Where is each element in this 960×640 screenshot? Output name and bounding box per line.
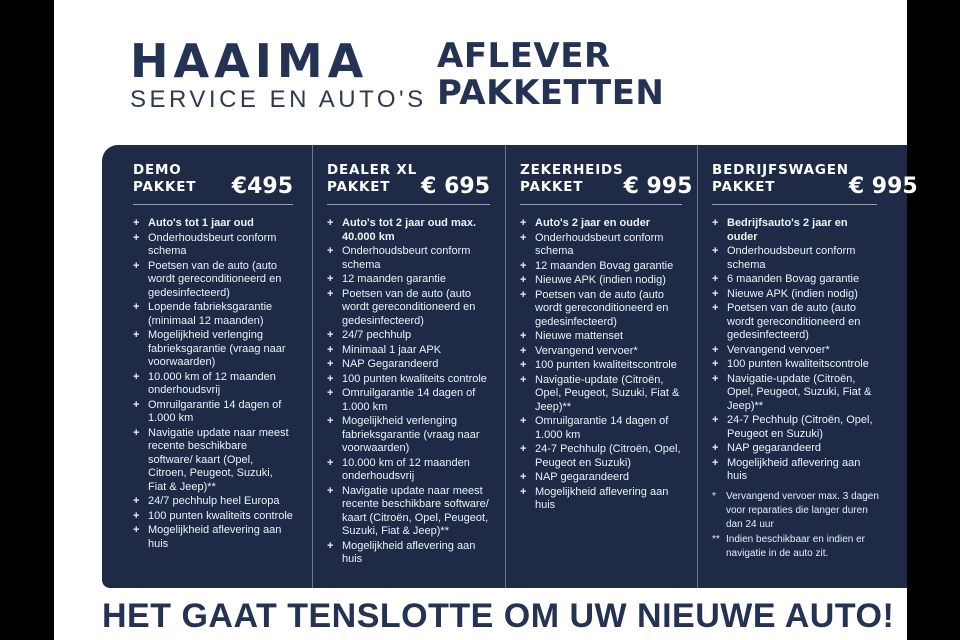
package-item: [520, 345, 682, 359]
package-item: [133, 371, 293, 398]
package-price: € 695: [421, 174, 490, 199]
package-item-text: Onderhoudsbeurt conform schema: [535, 231, 664, 257]
package-item-text: Navigatie-update (Citroën, Opel, Peugeot, Suzuki, Fiat & Jeep)**: [727, 372, 872, 412]
package-item-text: Nieuwe APK (indien nodig): [727, 287, 858, 300]
package-price: €495: [231, 174, 293, 199]
package-item-text: Nieuwe mattenset: [535, 330, 624, 342]
package-item: [327, 373, 490, 387]
plus-bullet: +: [712, 245, 719, 257]
package-item: [327, 387, 490, 414]
header-rule: [712, 204, 877, 205]
footnote-text: Indien beschikbaar en indien er navigatie in de auto zit.: [726, 534, 865, 559]
package-item: [520, 486, 682, 513]
package-item-list: [712, 217, 877, 484]
package-price: € 995: [623, 174, 693, 199]
logo-tagline: SERVICE EN AUTO'S: [130, 86, 427, 113]
package-item-text: Onderhoudsbeurt conform schema: [148, 231, 277, 257]
package-item: [520, 330, 682, 344]
plus-bullet: +: [327, 387, 334, 399]
package-item: [712, 273, 877, 287]
package-item-text: 10.000 km of 12 maanden onderhoudsvrij: [148, 370, 276, 396]
package-item: [133, 427, 293, 495]
package-item: [327, 288, 490, 329]
package-header: [133, 162, 293, 199]
package-item: [327, 540, 490, 567]
package-item: [520, 217, 682, 231]
plus-bullet: +: [520, 274, 527, 286]
plus-bullet: +: [327, 217, 334, 229]
package-item: [327, 457, 490, 484]
page-title-line1: AFLEVER: [437, 36, 611, 76]
package-item: [327, 358, 490, 372]
package-item-text: Mogelijkheid aflevering aan huis: [148, 524, 282, 550]
plus-bullet: +: [133, 398, 140, 411]
package-item-text: Lopende fabrieksgarantie (minimaal 12 maanden): [148, 301, 273, 327]
package-header: [327, 162, 490, 199]
plus-bullet: +: [327, 273, 334, 285]
package-item-list: [327, 217, 490, 567]
package-name: [712, 162, 849, 196]
footnote: [712, 490, 881, 532]
package-item-text: Onderhoudsbeurt conform schema: [727, 245, 856, 271]
plus-bullet: +: [520, 415, 527, 427]
bottom-tagline: HET GAAT TENSLOTTE OM UW NIEUWE AUTO!: [102, 597, 895, 635]
package-name-line2: PAKKET: [327, 179, 391, 195]
package-item: [327, 329, 490, 343]
package-item: [712, 245, 877, 272]
package-price: € 995: [848, 174, 918, 199]
package-item: [520, 443, 682, 470]
package-item-text: Bedrijfsauto's 2 jaar en ouder: [727, 217, 848, 243]
plus-bullet: +: [712, 358, 719, 370]
plus-bullet: +: [133, 301, 140, 313]
package-item: [133, 329, 293, 370]
package-column-4: [697, 145, 918, 588]
header-rule: [133, 204, 293, 205]
package-item: [520, 415, 682, 442]
plus-bullet: +: [133, 259, 140, 272]
plus-bullet: +: [133, 231, 140, 244]
package-item-text: Vervangend vervoer*: [535, 344, 638, 357]
plus-bullet: +: [327, 287, 334, 300]
package-item-text: Mogelijkheid aflevering aan huis: [535, 485, 669, 511]
package-item: [712, 358, 877, 372]
package-item: [327, 217, 490, 244]
plus-bullet: +: [712, 287, 719, 300]
plus-bullet: +: [327, 372, 334, 385]
package-item: [133, 495, 293, 509]
plus-bullet: +: [133, 329, 140, 341]
package-item-text: 100 punten kwaliteitscontrole: [535, 359, 677, 371]
package-item-text: Minimaal 1 jaar APK: [342, 343, 442, 356]
plus-bullet: +: [327, 329, 334, 341]
plus-bullet: +: [520, 344, 527, 357]
package-item-text: Omruilgarantie 14 dagen of 1.000 km: [148, 398, 282, 424]
plus-bullet: +: [712, 302, 719, 314]
package-item-text: NAP gegarandeerd: [727, 442, 821, 454]
package-item: [712, 414, 877, 441]
page-title-line2: PAKKETTEN: [437, 73, 665, 113]
plus-bullet: +: [520, 471, 527, 483]
package-item-text: Poetsen van de auto (auto wordt gereconditioneerd en gedesinfecteerd): [535, 288, 669, 328]
package-item: [327, 485, 490, 539]
plus-bullet: +: [133, 524, 140, 536]
package-item-list: [520, 217, 682, 513]
package-column-3: [505, 145, 697, 588]
package-name: [327, 162, 417, 196]
plus-bullet: +: [133, 217, 140, 229]
package-item-text: NAP Gegarandeerd: [342, 358, 439, 370]
package-name-line1: DEALER XL: [327, 162, 418, 178]
package-item-text: Mogelijkheid verlenging fabrieksgarantie (vraag naar voorwaarden): [342, 415, 480, 454]
package-item: [520, 232, 682, 259]
package-name: [520, 162, 624, 196]
package-item: [520, 274, 682, 288]
package-item: [133, 217, 293, 231]
package-item-text: 12 maanden garantie: [342, 273, 446, 285]
plus-bullet: +: [520, 485, 527, 498]
footnote: [712, 533, 881, 561]
plus-bullet: +: [327, 484, 334, 497]
package-item: [712, 442, 877, 456]
plus-bullet: +: [327, 539, 334, 552]
package-item-text: Auto's 2 jaar en ouder: [535, 217, 651, 229]
plus-bullet: +: [520, 359, 527, 371]
footnote-marker: **: [712, 534, 720, 545]
package-item-text: 100 punten kwaliteits controle: [148, 509, 293, 522]
package-item-text: Omruilgarantie 14 dagen of 1.000 km: [535, 415, 669, 441]
logo-name: HAAIMA: [130, 34, 369, 88]
package-item: [520, 260, 682, 274]
plus-bullet: +: [327, 245, 334, 257]
package-name-line1: DEMO: [133, 162, 182, 178]
package-item: [327, 245, 490, 272]
package-item-text: Navigatie update naar meest recente beschikbare software/ kaart (Opel, Citroen, Peugeot, Suzuki, Fiat & Jeep)**: [148, 426, 289, 493]
plus-bullet: +: [520, 373, 527, 386]
plus-bullet: +: [327, 456, 334, 469]
plus-bullet: +: [712, 442, 719, 454]
package-item: [712, 344, 877, 358]
package-item: [133, 524, 293, 551]
plus-bullet: +: [712, 372, 719, 385]
plus-bullet: +: [712, 414, 719, 426]
package-item-text: Nieuwe APK (indien nodig): [535, 274, 666, 286]
package-name-line2: PAKKET: [520, 179, 584, 195]
package-item-text: Mogelijkheid aflevering aan huis: [342, 539, 476, 565]
flyer-canvas: [54, 0, 918, 640]
plus-bullet: +: [520, 259, 527, 272]
package-item: [712, 457, 877, 484]
package-name-line1: BEDRIJFSWAGEN: [712, 162, 849, 178]
package-name-line2: PAKKET: [133, 179, 197, 195]
package-item-text: 24-7 Pechhulp (Citroën, Opel, Peugeot en Suzuki): [535, 443, 681, 469]
plus-bullet: +: [520, 217, 527, 229]
package-item-text: NAP gegarandeerd: [535, 471, 629, 483]
package-item-text: 6 maanden Bovag garantie: [727, 273, 860, 285]
plus-bullet: +: [327, 358, 334, 370]
plus-bullet: +: [712, 217, 719, 229]
package-item-text: Poetsen van de auto (auto wordt gereconditioneerd en gedesinfecteerd): [342, 287, 476, 327]
package-item-list: [133, 217, 293, 551]
package-item-text: Mogelijkheid verlenging fabrieksgarantie (vraag naar voorwaarden): [148, 329, 286, 368]
package-item-text: Navigatie-update (Citroën, Opel, Peugeot, Suzuki, Fiat & Jeep)**: [535, 373, 680, 413]
package-item: [327, 273, 490, 287]
package-item-text: Auto's tot 2 jaar oud max. 40.000 km: [342, 217, 477, 243]
package-header: [712, 162, 918, 199]
package-item-text: 100 punten kwaliteits controle: [342, 372, 487, 385]
package-item: [712, 373, 877, 414]
package-item: [133, 510, 293, 524]
haaima-logo: [130, 34, 427, 113]
footnotes: [712, 490, 881, 562]
package-name-line1: ZEKERHEIDS: [520, 162, 624, 178]
header-rule: [520, 204, 682, 205]
package-item-text: Poetsen van de auto (auto wordt gereconditioneerd en gedesinfecteerd): [727, 302, 861, 341]
package-name-line2: PAKKET: [712, 179, 776, 195]
package-item: [133, 260, 293, 301]
plus-bullet: +: [133, 495, 140, 507]
package-item: [520, 374, 682, 415]
package-item-text: Auto's tot 1 jaar oud: [148, 217, 254, 229]
plus-bullet: +: [520, 443, 527, 455]
package-item: [327, 415, 490, 456]
package-item-text: 100 punten kwaliteitscontrole: [727, 358, 869, 370]
package-item: [520, 471, 682, 485]
package-item-text: Omruilgarantie 14 dagen of 1.000 km: [342, 387, 476, 413]
package-column-1: [102, 145, 312, 588]
plus-bullet: +: [327, 415, 334, 427]
package-item-text: Vervangend vervoer*: [727, 343, 830, 356]
header-rule: [327, 204, 490, 205]
package-item-text: 10.000 km of 12 maanden onderhoudsvrij: [342, 456, 470, 482]
footnote-text: Vervangend vervoer max. 3 dagen voor reparaties die langer duren dan 24 uur: [726, 491, 879, 530]
package-header: [520, 162, 693, 199]
package-item: [712, 302, 877, 343]
package-item: [133, 399, 293, 426]
package-item-text: 24/7 pechhulp heel Europa: [148, 495, 280, 507]
package-item-text: Onderhoudsbeurt conform schema: [342, 245, 471, 271]
package-item: [520, 289, 682, 330]
plus-bullet: +: [133, 370, 140, 383]
package-item: [133, 232, 293, 259]
plus-bullet: +: [712, 343, 719, 356]
plus-bullet: +: [133, 509, 140, 522]
plus-bullet: +: [327, 343, 334, 356]
page-title: [437, 38, 664, 112]
package-item-text: 12 maanden Bovag garantie: [535, 259, 674, 272]
plus-bullet: +: [712, 456, 719, 469]
footnote-marker: *: [712, 491, 716, 502]
plus-bullet: +: [520, 330, 527, 342]
package-item: [520, 359, 682, 373]
plus-bullet: +: [712, 273, 719, 285]
package-item: [712, 288, 877, 302]
package-item: [712, 217, 877, 244]
packages-panel: [102, 145, 918, 588]
package-item: [327, 344, 490, 358]
plus-bullet: +: [133, 426, 140, 439]
package-item-text: Navigatie update naar meest recente beschikbare software/ kaart (Citroën, Opel, Peugeot, Suzuki, Fiat & Jeep)**: [342, 484, 489, 537]
plus-bullet: +: [520, 231, 527, 244]
package-item-text: Poetsen van de auto (auto wordt gereconditioneerd en gedesinfecteerd): [148, 259, 282, 299]
package-item: [133, 301, 293, 328]
package-column-2: [312, 145, 505, 588]
package-item-text: Mogelijkheid aflevering aan huis: [727, 456, 861, 482]
plus-bullet: +: [520, 288, 527, 301]
package-item-text: 24/7 pechhulp: [342, 329, 412, 341]
package-name: [133, 162, 196, 196]
package-item-text: 24-7 Pechhulp (Citroën, Opel, Peugeot en Suzuki): [727, 414, 873, 440]
